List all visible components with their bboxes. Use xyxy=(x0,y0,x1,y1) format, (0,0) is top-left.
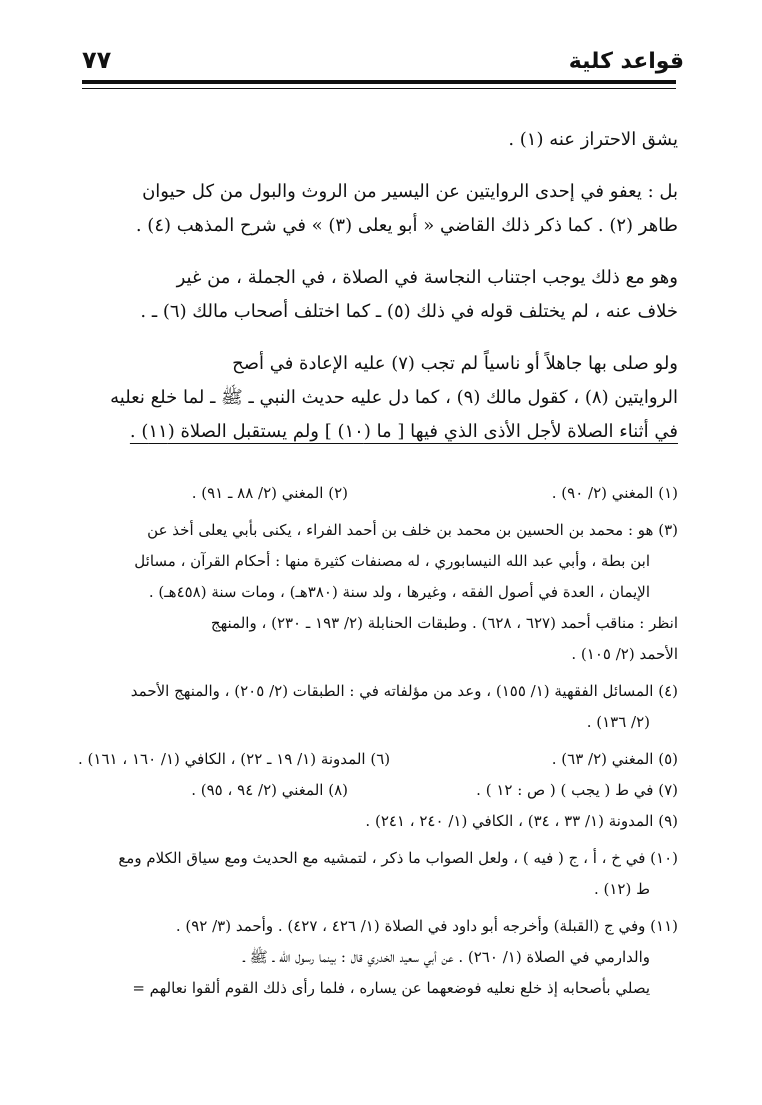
footnote-2: (٢) المغني (٢/ ٨٨ ـ ٩١) . xyxy=(191,484,348,502)
paragraph-3 xyxy=(82,261,678,329)
footnote-3-cont: الأحمد (٢/ ١٠٥) . xyxy=(571,645,678,663)
footnote-3: (٣) هو : محمد بن الحسين بن محمد بن خلف بن أحمد الفراء ، يكنى بأبي يعلى أخذ عن xyxy=(147,521,678,539)
footnote-3-cont: ابن بطة ، وأبي عبد الله النيسابوري ، له مصنفات كثيرة منها : أحكام القرآن ، مسائل xyxy=(134,552,650,570)
header-rule-thick xyxy=(82,80,676,84)
footnote-5: (٥) المغني (٢/ ٦٣) . xyxy=(551,750,678,768)
page-number: ٧٧ xyxy=(82,46,112,74)
footnote-3-cont: انظر : مناقب أحمد (٦٢٧ ، ٦٢٨) . وطبقات الحنابلة (٢/ ١٩٣ ـ ٢٣٠) ، والمنهج xyxy=(210,614,678,632)
footnote-1: (١) المغني (٢/ ٩٠) . xyxy=(551,484,678,502)
footnote-9: (٩) المدونة (١/ ٣٣ ، ٣٤) ، الكافي (١/ ٢٤٠ ، ٢٤١) . xyxy=(365,812,678,830)
paragraph-2 xyxy=(82,175,678,243)
text-line: خلاف عنه ، لم يختلف قوله في ذلك (٥) ـ كما اختلف أصحاب مالك (٦) ـ . xyxy=(140,301,678,322)
paragraph-4 xyxy=(82,347,678,449)
footnote-row xyxy=(78,775,678,806)
text-line: بل : يعفو في إحدى الروايتين عن اليسير من الروث والبول من كل حيوان xyxy=(142,181,678,202)
footnote-4: (٤) المسائل الفقهية (١/ ١٥٥) ، وعد من مؤلفاته في : الطبقات (٢/ ٢٠٥) ، والمنهج الأحمد xyxy=(130,682,678,700)
header-rule-thin xyxy=(82,88,676,89)
running-header-title: قواعد كلية xyxy=(568,49,684,74)
paragraph-1 xyxy=(82,123,678,157)
text-line: الروايتين (٨) ، كقول مالك (٩) ، كما دل عليه حديث النبي ـ ﷺ ـ لما خلع نعليه xyxy=(110,387,678,408)
footnote-6: (٦) المدونة (١/ ١٩ ـ ٢٢) ، الكافي (١/ ١٦٠ ، ١٦١) . xyxy=(78,750,391,768)
footnote-3-cont: الإيمان ، العدة في أصول الفقه ، وغيرها ، ولد سنة (٣٨٠هـ) ، ومات سنة (٤٥٨هـ) . xyxy=(148,583,650,601)
main-text xyxy=(82,123,678,449)
footnote-4-cont: (٢/ ١٣٦) . xyxy=(586,713,650,731)
footnotes xyxy=(78,478,678,1004)
text-line: يشق الاحتراز عنه (١) . xyxy=(508,129,678,150)
text-line: وهو مع ذلك يوجب اجتناب النجاسة في الصلاة ، في الجملة ، من غير xyxy=(176,267,678,288)
footnote-7: (٧) في ط ( يجب ) ( ص : ١٢ ) . xyxy=(476,781,678,799)
footnote-8: (٨) المغني (٢/ ٩٤ ، ٩٥) . xyxy=(191,781,348,799)
footnote-11-cont: يصلي بأصحابه إذ خلع نعليه فوضعهما عن يساره ، فلما رأى ذلك القوم ألقوا نعالهم = xyxy=(132,979,650,997)
text-line: ولو صلى بها جاهلاً أو ناسياً لم تجب (٧) عليه الإعادة في أصح xyxy=(232,353,678,374)
footnote-11: (١١) وفي ج (القبلة) وأخرجه أبو داود في الصلاة (١/ ٤٢٦ ، ٤٢٧) . وأحمد (٣/ ٩٢) . xyxy=(175,917,678,935)
footnote-row xyxy=(78,744,678,775)
footnote-10: (١٠) في خ ، أ ، ج ( فيه ) ، ولعل الصواب ما ذكر ، لتمشيه مع الحديث ومع سياق الكلام ومع xyxy=(118,849,678,867)
text-line: طاهر (٢) . كما ذكر ذلك القاضي « أبو يعلى (٣) » في شرح المذهب (٤) . xyxy=(135,215,678,236)
footnote-10-cont: ط (١٢) . xyxy=(593,880,650,898)
footnote-11-cont: والدارمي في الصلاة (١/ ٢٦٠) . عن أبي سعيد الخدري قال : بينما رسول الله ـ ﷺ ـ xyxy=(242,948,650,966)
text-line: في أثناء الصلاة لأجل الأذى الذي فيها [ ما (١٠) ] ولم يستقبل الصلاة (١١) . xyxy=(129,421,678,442)
footnote-row xyxy=(78,478,678,509)
